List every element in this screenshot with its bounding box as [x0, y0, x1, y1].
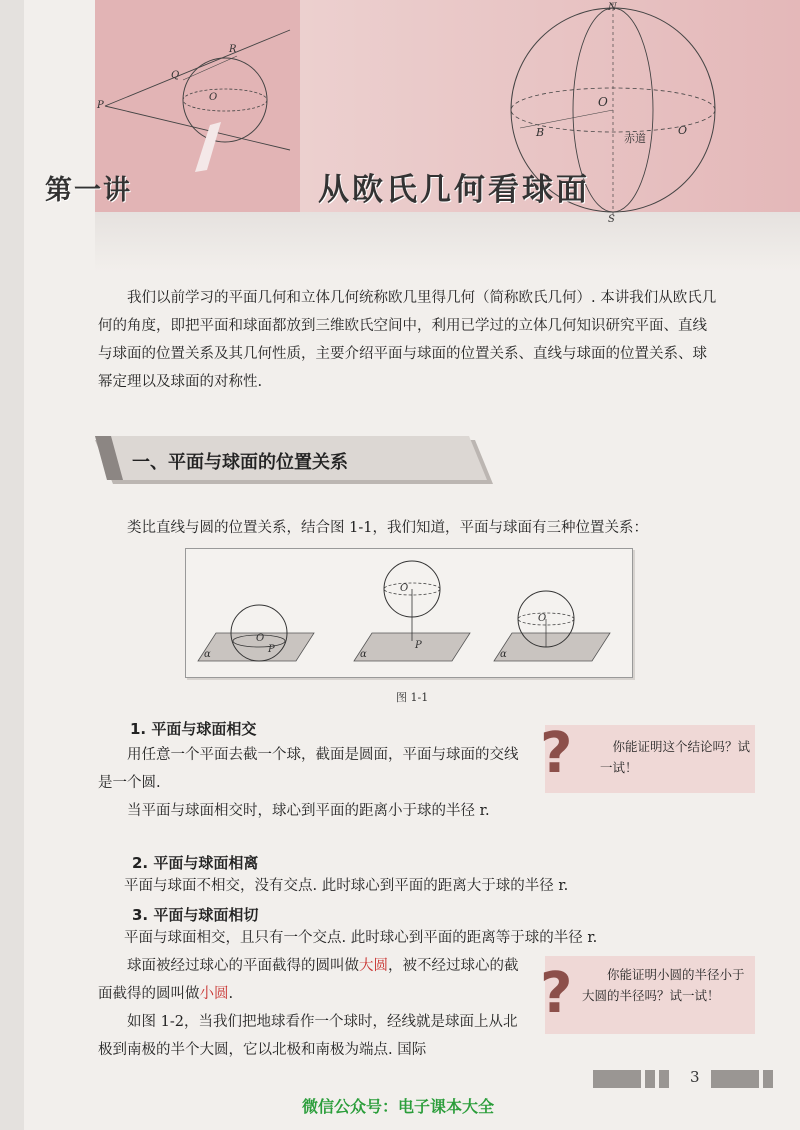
question-icon: ?: [540, 961, 573, 1026]
fig-label-alpha-2: α: [360, 649, 367, 660]
label-s: S: [608, 214, 615, 225]
label-p: P: [97, 100, 104, 111]
label-o-center: O: [598, 95, 608, 109]
label-n: N: [608, 2, 617, 13]
label-b: B: [536, 126, 545, 139]
lecture-title: 从欧氏几何看球面: [318, 172, 590, 208]
page-edge: [0, 0, 24, 1130]
label-q: Q: [171, 70, 180, 81]
fig-label-o-2: O: [400, 583, 409, 594]
fig-label-o-1: O: [256, 633, 265, 644]
subsection-1-paragraph-1: 用任意一个平面去截一个球，截面是圆面，平面与球面的交线是一个圆.: [98, 747, 519, 791]
term-small-circle: 小圆: [199, 986, 229, 1002]
fig-label-p-1: P: [268, 644, 275, 655]
text-run: .: [228, 986, 234, 1002]
term-great-circle: 大圆: [359, 958, 388, 974]
label-r: R: [229, 44, 237, 55]
subsection-3-paragraph-3: 如图 1-2，当我们把地球看作一个球时，经线就是球面上从北极到南极的半个大圆，它以北极和南极为端点. 国际: [98, 1014, 518, 1058]
lecture-number: 第一讲: [45, 175, 132, 206]
label-o-equator: O: [678, 124, 688, 137]
section-title: 一、平面与球面的位置关系: [132, 452, 348, 473]
subsection-1-paragraph-2: 当平面与球面相交时，球心到平面的距离小于球的半径 r.: [127, 803, 490, 819]
fig-label-alpha-3: α: [500, 649, 507, 660]
watermark: 微信公众号：电子课本大全: [302, 1097, 495, 1116]
question-icon: ?: [540, 721, 573, 786]
subsection-3-paragraph-2: [98, 952, 528, 1008]
fig-label-p-2: P: [415, 640, 422, 651]
subsection-3-heading: 3. 平面与球面相切: [132, 906, 259, 924]
subsection-1-heading: 1. 平面与球面相交: [130, 720, 257, 738]
fig-label-o-3: O: [538, 613, 547, 624]
aside-text-1: 你能证明这个结论吗？试一试！: [600, 739, 751, 775]
label-equator: 赤道: [624, 132, 646, 145]
fig-label-alpha-1: α: [204, 649, 211, 660]
intro-paragraph: 我们以前学习的平面几何和立体几何统称欧几里得几何（简称欧氏几何）. 本讲我们从欧氏几何的角度，即把平面和球面都放到三维欧氏空间中，利用已学过的立体几何知识研究平面、直线与球面的位置关系及其几何性质，主要介绍平面与球面的位置关系、直线与球面的位置关系、球幂定理以及球面的对称性.: [98, 290, 717, 390]
label-o: O: [209, 92, 218, 103]
subsection-2-paragraph: 平面与球面不相交，没有交点. 此时球心到平面的距离大于球的半径 r.: [124, 878, 569, 894]
subsection-3-paragraph-1: 平面与球面相交，且只有一个交点. 此时球心到平面的距离等于球的半径 r.: [124, 930, 598, 946]
figure-1-1: [185, 548, 633, 678]
figure-caption: 图 1-1: [396, 691, 429, 704]
lead-paragraph: 类比直线与圆的位置关系，结合图 1-1，我们知道，平面与球面有三种位置关系：: [127, 520, 648, 536]
page-number: 3: [690, 1068, 700, 1086]
text-run: 球面被经过球心的平面截得的圆叫做: [127, 958, 359, 974]
subsection-2-heading: 2. 平面与球面相离: [132, 854, 259, 872]
aside-text-2: 你能证明小圆的半径小于大圆的半径吗？试一试！: [582, 967, 745, 1003]
footer-decoration: [593, 1066, 773, 1090]
figure-1-1-drawing: [186, 549, 632, 677]
text-run: ，被不经过球心的截面截得的圆叫做: [98, 958, 519, 1002]
